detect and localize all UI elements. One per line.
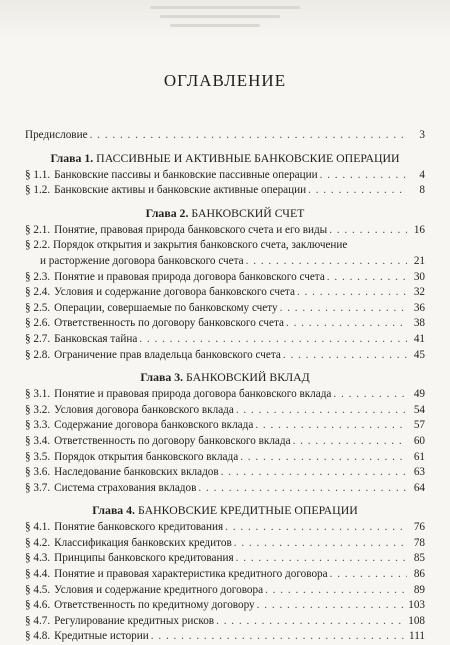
entry-title: Понятие и правовая характеристика кредитного договора: [54, 568, 328, 581]
entry-title: Банковские активы и банковские активные операции: [54, 184, 307, 197]
leader-dots: [234, 536, 407, 552]
chapter-label: Глава 1.: [50, 150, 94, 165]
section-number: § 3.4.: [25, 434, 51, 447]
leader-dots: [255, 418, 407, 434]
entry-title: Регулирование кредитных рисков: [54, 614, 215, 627]
leader-dots: [327, 270, 407, 286]
toc-entry[interactable]: [25, 434, 425, 450]
toc-entry-preface[interactable]: [25, 128, 425, 144]
entry-title: Понятие банковского кредитования: [54, 521, 224, 534]
entry-title: Содержание договора банковского вклада: [54, 419, 254, 432]
section-number: § 4.1.: [25, 521, 51, 534]
page-title: ОГЛАВЛЕНИЕ: [163, 71, 287, 91]
section-number: § 3.3.: [25, 419, 51, 432]
leader-dots: [329, 223, 407, 239]
leader-dots: [90, 128, 407, 144]
entry-title: Банковские пассивы и банковские пассивные операции: [54, 168, 318, 181]
toc-entry[interactable]: [25, 536, 425, 552]
chapter-name: БАНКОВСКИЙ ВКЛАД: [186, 370, 310, 385]
entry-page: 61: [413, 450, 425, 463]
section-number: § 2.8.: [25, 348, 51, 361]
toc-entry[interactable]: [25, 481, 425, 497]
toc-entry[interactable]: [25, 332, 425, 348]
entry-title-continued: и расторжение договора банковского счета: [40, 254, 244, 267]
entry-title: Классификация банковских кредитов: [54, 536, 232, 549]
section-number: § 3.5.: [25, 450, 51, 463]
section-number: § 3.7.: [25, 481, 51, 494]
entry-title: Ответственность по договору банковского счета: [54, 317, 284, 330]
entry-page: 36: [413, 301, 425, 314]
entry-title: Система страхования вкладов: [54, 481, 197, 494]
chapters-list: [25, 150, 425, 645]
toc-entry[interactable]: [25, 403, 425, 419]
toc-entry[interactable]: [25, 183, 425, 199]
toc-entry[interactable]: [25, 270, 425, 286]
entry-page: 111: [409, 630, 425, 643]
entry-title: Принципы банковского кредитования: [54, 552, 234, 565]
section-number: § 2.1.: [25, 223, 51, 236]
chapter-label: Глава 2.: [145, 205, 189, 220]
entry-page: 57: [413, 419, 425, 432]
toc-entry[interactable]: [25, 387, 425, 403]
entry-page: 38: [413, 317, 425, 330]
entry-page: 78: [413, 536, 425, 549]
entry-page: 85: [413, 552, 425, 565]
leader-dots: [286, 316, 407, 332]
chapter-heading[interactable]: [25, 150, 425, 166]
entry-page: 3: [419, 129, 425, 141]
section-number: § 2.4.: [25, 286, 51, 299]
toc-entry[interactable]: [25, 598, 425, 614]
entry-title: Условия договора банковского вклада: [54, 403, 234, 416]
entry-page: 103: [408, 599, 425, 612]
entry-page: 64: [413, 481, 425, 494]
leader-dots: [308, 183, 407, 199]
toc-entry[interactable]: [25, 285, 425, 301]
entry-page: 86: [413, 568, 425, 581]
leader-dots: [151, 629, 407, 645]
chapter-heading[interactable]: [25, 369, 425, 385]
leader-dots: [221, 465, 407, 481]
section-number: § 1.2.: [25, 184, 51, 197]
leader-dots: [236, 551, 407, 567]
bleed-through-text: [0, 0, 450, 40]
leader-dots: [330, 567, 407, 583]
chapter-heading[interactable]: [25, 205, 425, 221]
chapter-name: ПАССИВНЫЕ И АКТИВНЫЕ БАНКОВСКИЕ ОПЕРАЦИИ: [96, 150, 400, 165]
toc-entry[interactable]: [25, 583, 425, 599]
leader-dots: [198, 481, 407, 497]
leader-dots: [216, 614, 406, 630]
entry-title: Кредитные истории: [54, 630, 149, 643]
leader-dots: [283, 348, 407, 364]
entry-line: [25, 238, 425, 254]
toc-entry[interactable]: [25, 418, 425, 434]
chapter-name: БАНКОВСКИЕ КРЕДИТНЫЕ ОПЕРАЦИИ: [137, 503, 358, 518]
leader-dots: [320, 168, 407, 184]
leader-dots: [240, 450, 407, 466]
entry-line: [25, 254, 425, 270]
toc-entry[interactable]: [25, 168, 425, 184]
section-number: § 2.5.: [25, 301, 51, 314]
entry-page: 45: [413, 348, 425, 361]
section-number: § 4.5.: [25, 583, 51, 596]
entry-title: Порядок открытия и закрытия банковского счета, заключение: [52, 239, 348, 252]
entry-title: Операции, совершаемые по банковскому счету: [54, 301, 278, 314]
leader-dots: [280, 301, 407, 317]
toc-entry[interactable]: [25, 450, 425, 466]
entry-title: Понятие, правовая природа банковского счета и его виды: [54, 223, 328, 236]
entry-page: 32: [413, 286, 425, 299]
section-number: § 4.4.: [25, 568, 51, 581]
entry-title: Ответственность по кредитному договору: [54, 599, 255, 612]
entry-title: Ограничение прав владельца банковского счета: [54, 348, 281, 361]
entry-page: 60: [413, 434, 425, 447]
section-number: § 4.3.: [25, 552, 51, 565]
leader-dots: [225, 520, 407, 536]
toc-entry[interactable]: [25, 465, 425, 481]
entry-page: 4: [419, 168, 425, 181]
section-number: § 2.3.: [25, 270, 51, 283]
section-number: § 1.1.: [25, 168, 51, 181]
entry-title: Банковская тайна: [54, 332, 138, 345]
section-number: § 2.7.: [25, 332, 51, 345]
section-number: § 4.7.: [25, 614, 51, 627]
leader-dots: [297, 285, 407, 301]
leader-dots: [139, 332, 407, 348]
leader-dots: [246, 254, 407, 270]
toc-entry[interactable]: [25, 567, 425, 583]
section-number: § 3.1.: [25, 388, 51, 401]
section-number: § 4.2.: [25, 536, 51, 549]
toc-entry[interactable]: [25, 238, 425, 269]
toc-entry[interactable]: [25, 551, 425, 567]
entry-page: 30: [413, 270, 425, 283]
section-number: § 2.2.: [25, 239, 51, 252]
entry-title: Предисловие: [25, 129, 88, 141]
section-number: § 3.2.: [25, 403, 51, 416]
chapter-name: БАНКОВСКИЙ СЧЕТ: [191, 205, 305, 220]
toc-entry[interactable]: [25, 520, 425, 536]
section-number: § 4.6.: [25, 599, 51, 612]
entry-page: 16: [413, 223, 425, 236]
entry-page: 54: [413, 403, 425, 416]
leader-dots: [236, 403, 407, 419]
chapter-label: Глава 3.: [140, 370, 184, 385]
entry-page: 63: [413, 466, 425, 479]
toc-entry[interactable]: [25, 629, 425, 645]
chapter-label: Глава 4.: [92, 503, 136, 518]
toc-entry[interactable]: [25, 348, 425, 364]
entry-page: 41: [413, 332, 425, 345]
toc-entry[interactable]: [25, 223, 425, 239]
entry-page: 49: [413, 388, 425, 401]
table-of-contents: [25, 120, 425, 645]
toc-entry[interactable]: [25, 316, 425, 332]
entry-page: 76: [413, 521, 425, 534]
entry-title: Условия и содержание кредитного договора: [54, 583, 264, 596]
entry-page: 8: [419, 184, 425, 197]
entry-title: Понятие и правовая природа договора банковского счета: [54, 270, 325, 283]
entry-title: Понятие и правовая природа договора банковского вклада: [54, 388, 332, 401]
entry-page: 108: [408, 614, 425, 627]
entry-title: Наследование банковских вкладов: [54, 466, 219, 479]
toc-entry[interactable]: [25, 301, 425, 317]
leader-dots: [333, 387, 407, 403]
toc-entry[interactable]: [25, 614, 425, 630]
chapter-heading[interactable]: [25, 502, 425, 518]
entry-title: Порядок открытия банковского вклада: [54, 450, 239, 463]
leader-dots: [293, 434, 407, 450]
section-number: § 4.8.: [25, 630, 51, 643]
entry-title: Условия и содержание договора банковского счета: [54, 286, 295, 299]
section-number: § 3.6.: [25, 466, 51, 479]
leader-dots: [257, 598, 407, 614]
entry-page: 21: [413, 254, 425, 267]
leader-dots: [265, 583, 407, 599]
section-number: § 2.6.: [25, 317, 51, 330]
entry-title: Ответственность по договору банковского вклада: [54, 434, 291, 447]
entry-page: 89: [413, 583, 425, 596]
